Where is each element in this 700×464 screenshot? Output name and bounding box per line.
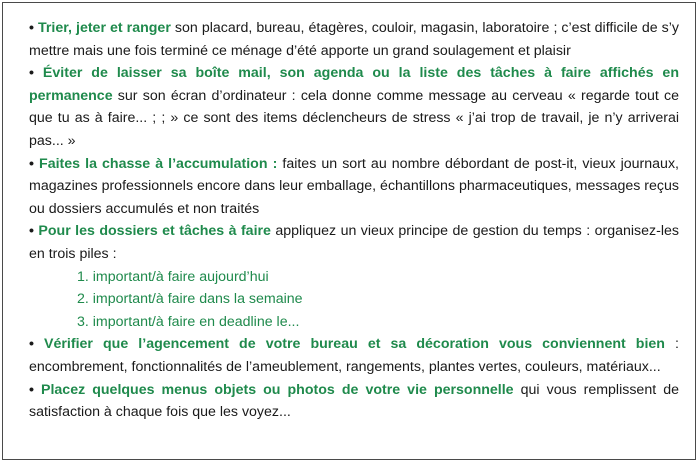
bullet-icon: • <box>29 381 34 398</box>
sublist-item: 2. important/à faire dans la semaine <box>77 291 303 308</box>
item-text: sur son écran d’ordinateur : cela donne comme message au cerveau « regarde tout ce que tu as à faire... ; ; » ce sont des items déclencheurs de stress « j’ai trop de travail, je n’y arriverai pas... » <box>29 87 679 149</box>
list-item <box>29 17 679 62</box>
sublist-item: 3. important/à faire en deadline le... <box>77 313 300 330</box>
bullet-icon: • <box>29 336 34 353</box>
item-text: son placard, bureau, étagères, couloir, magasin, laboratoire ; c’est difficile de s’y mettre mais une fois terminé ce ménage d’été apporte un grand soulagement et plaisir <box>29 20 679 59</box>
bullet-icon: • <box>29 65 34 82</box>
item-text: qui vous remplissent de satisfaction à chaque fois que les voyez... <box>29 381 679 421</box>
item-highlight: Placez quelques menus objets ou photos de votre vie personnelle <box>41 381 514 398</box>
list-item <box>29 153 679 221</box>
item-highlight: Faites la chasse à l’accumulation : <box>39 155 278 172</box>
bullet-icon: • <box>29 20 34 36</box>
bullet-icon: • <box>29 155 34 172</box>
document-content <box>29 17 679 424</box>
item-text: faites un sort au nombre débordant de post-it, vieux journaux, magazines professionnels encore dans leur emballage, échantillons pharmaceutiques, messages reçus ou dossiers accumulés et non traités <box>29 155 679 217</box>
document-frame <box>2 2 696 460</box>
bullet-icon: • <box>29 223 34 240</box>
item-highlight: Pour les dossiers et tâches à faire <box>38 223 271 240</box>
piles-sublist <box>29 266 679 334</box>
item-highlight: Trier, jeter et ranger <box>38 20 171 36</box>
sublist-item: 1. important/à faire aujourd’hui <box>77 268 269 285</box>
list-item <box>29 62 679 152</box>
list-item <box>29 379 679 424</box>
list-item <box>29 220 679 265</box>
item-text: : encombrement, fonctionnalités de l’ameublement, rangements, plantes vertes, couleurs, matériaux... <box>29 336 679 375</box>
item-highlight: Éviter de laisser sa boîte mail, son agenda ou la liste des tâches à faire affichés en permanence <box>29 65 679 104</box>
item-highlight: Vérifier que l’agencement de votre bureau et sa décoration vous conviennent bien <box>44 336 665 353</box>
item-text: appliquez un vieux principe de gestion du temps : organisez-les en trois piles : <box>29 223 679 262</box>
list-item <box>29 333 679 378</box>
